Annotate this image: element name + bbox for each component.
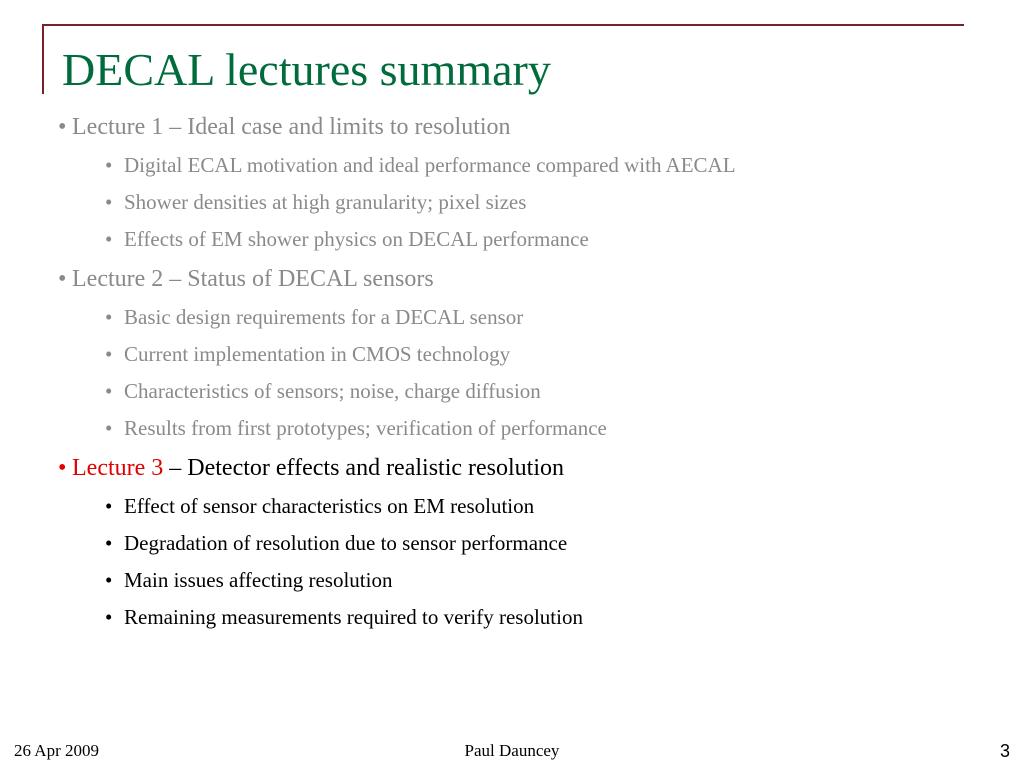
lecture-3-label: Lecture 3 (72, 455, 164, 481)
lecture-1-topic: – Ideal case and limits to resolution (163, 114, 511, 140)
bullet-icon: • (105, 605, 113, 629)
bullet-icon: • (105, 190, 113, 214)
lecture-2-topic: – Status of DECAL sensors (163, 266, 434, 292)
bullet-icon: • (105, 342, 113, 366)
bullet-icon: • (105, 531, 113, 555)
list-item-text: Results from first prototypes; verification of performance (124, 416, 607, 440)
lecture-2-item-3 (105, 378, 541, 404)
lecture-1-item-1 (105, 152, 736, 178)
slide-title: DECAL lectures summary (62, 44, 551, 95)
lecture-2-label: Lecture 2 (72, 266, 164, 292)
lecture-1-label: Lecture 1 (72, 114, 164, 140)
list-item-text: Main issues affecting resolution (124, 568, 393, 592)
footer-author: Paul Dauncey (464, 741, 560, 760)
footer-date: 26 Apr 2009 (14, 741, 99, 760)
bullet-icon: • (58, 455, 67, 481)
bullet-icon: • (105, 227, 113, 251)
lecture-3-item-3 (105, 567, 392, 593)
bullet-icon: • (105, 568, 113, 592)
lecture-1-item-2 (105, 189, 526, 215)
lecture-2-heading (58, 265, 434, 293)
list-item-text: Degradation of resolution due to sensor performance (124, 531, 568, 555)
bullet-icon: • (58, 266, 67, 292)
lecture-3-heading (58, 454, 564, 482)
bullet-icon: • (105, 153, 113, 177)
list-item-text: Digital ECAL motivation and ideal performance compared with AECAL (124, 153, 736, 177)
bullet-icon: • (105, 305, 113, 329)
list-item-text: Shower densities at high granularity; pixel sizes (124, 190, 527, 214)
lecture-3-topic: – Detector effects and realistic resolution (163, 455, 565, 481)
list-item-text: Effects of EM shower physics on DECAL performance (124, 227, 589, 251)
lecture-3-item-1 (105, 493, 534, 519)
list-item-text: Current implementation in CMOS technology (124, 342, 511, 366)
bullet-icon: • (58, 114, 67, 140)
list-item-text: Basic design requirements for a DECAL sensor (124, 305, 524, 329)
lecture-2-item-4 (105, 415, 607, 441)
list-item-text: Remaining measurements required to verify resolution (124, 605, 583, 629)
lecture-2-item-2 (105, 341, 510, 367)
bullet-icon: • (105, 379, 113, 403)
lecture-3-item-2 (105, 530, 567, 556)
bullet-icon: • (105, 494, 113, 518)
lecture-1-heading (58, 113, 511, 141)
list-item-text: Effect of sensor characteristics on EM resolution (124, 494, 535, 518)
list-item-text: Characteristics of sensors; noise, charge diffusion (124, 379, 541, 403)
lecture-3-item-4 (105, 604, 583, 630)
lecture-1-item-3 (105, 226, 589, 252)
lecture-2-item-1 (105, 304, 523, 330)
page-number: 3 (999, 741, 1010, 761)
bullet-icon: • (105, 416, 113, 440)
